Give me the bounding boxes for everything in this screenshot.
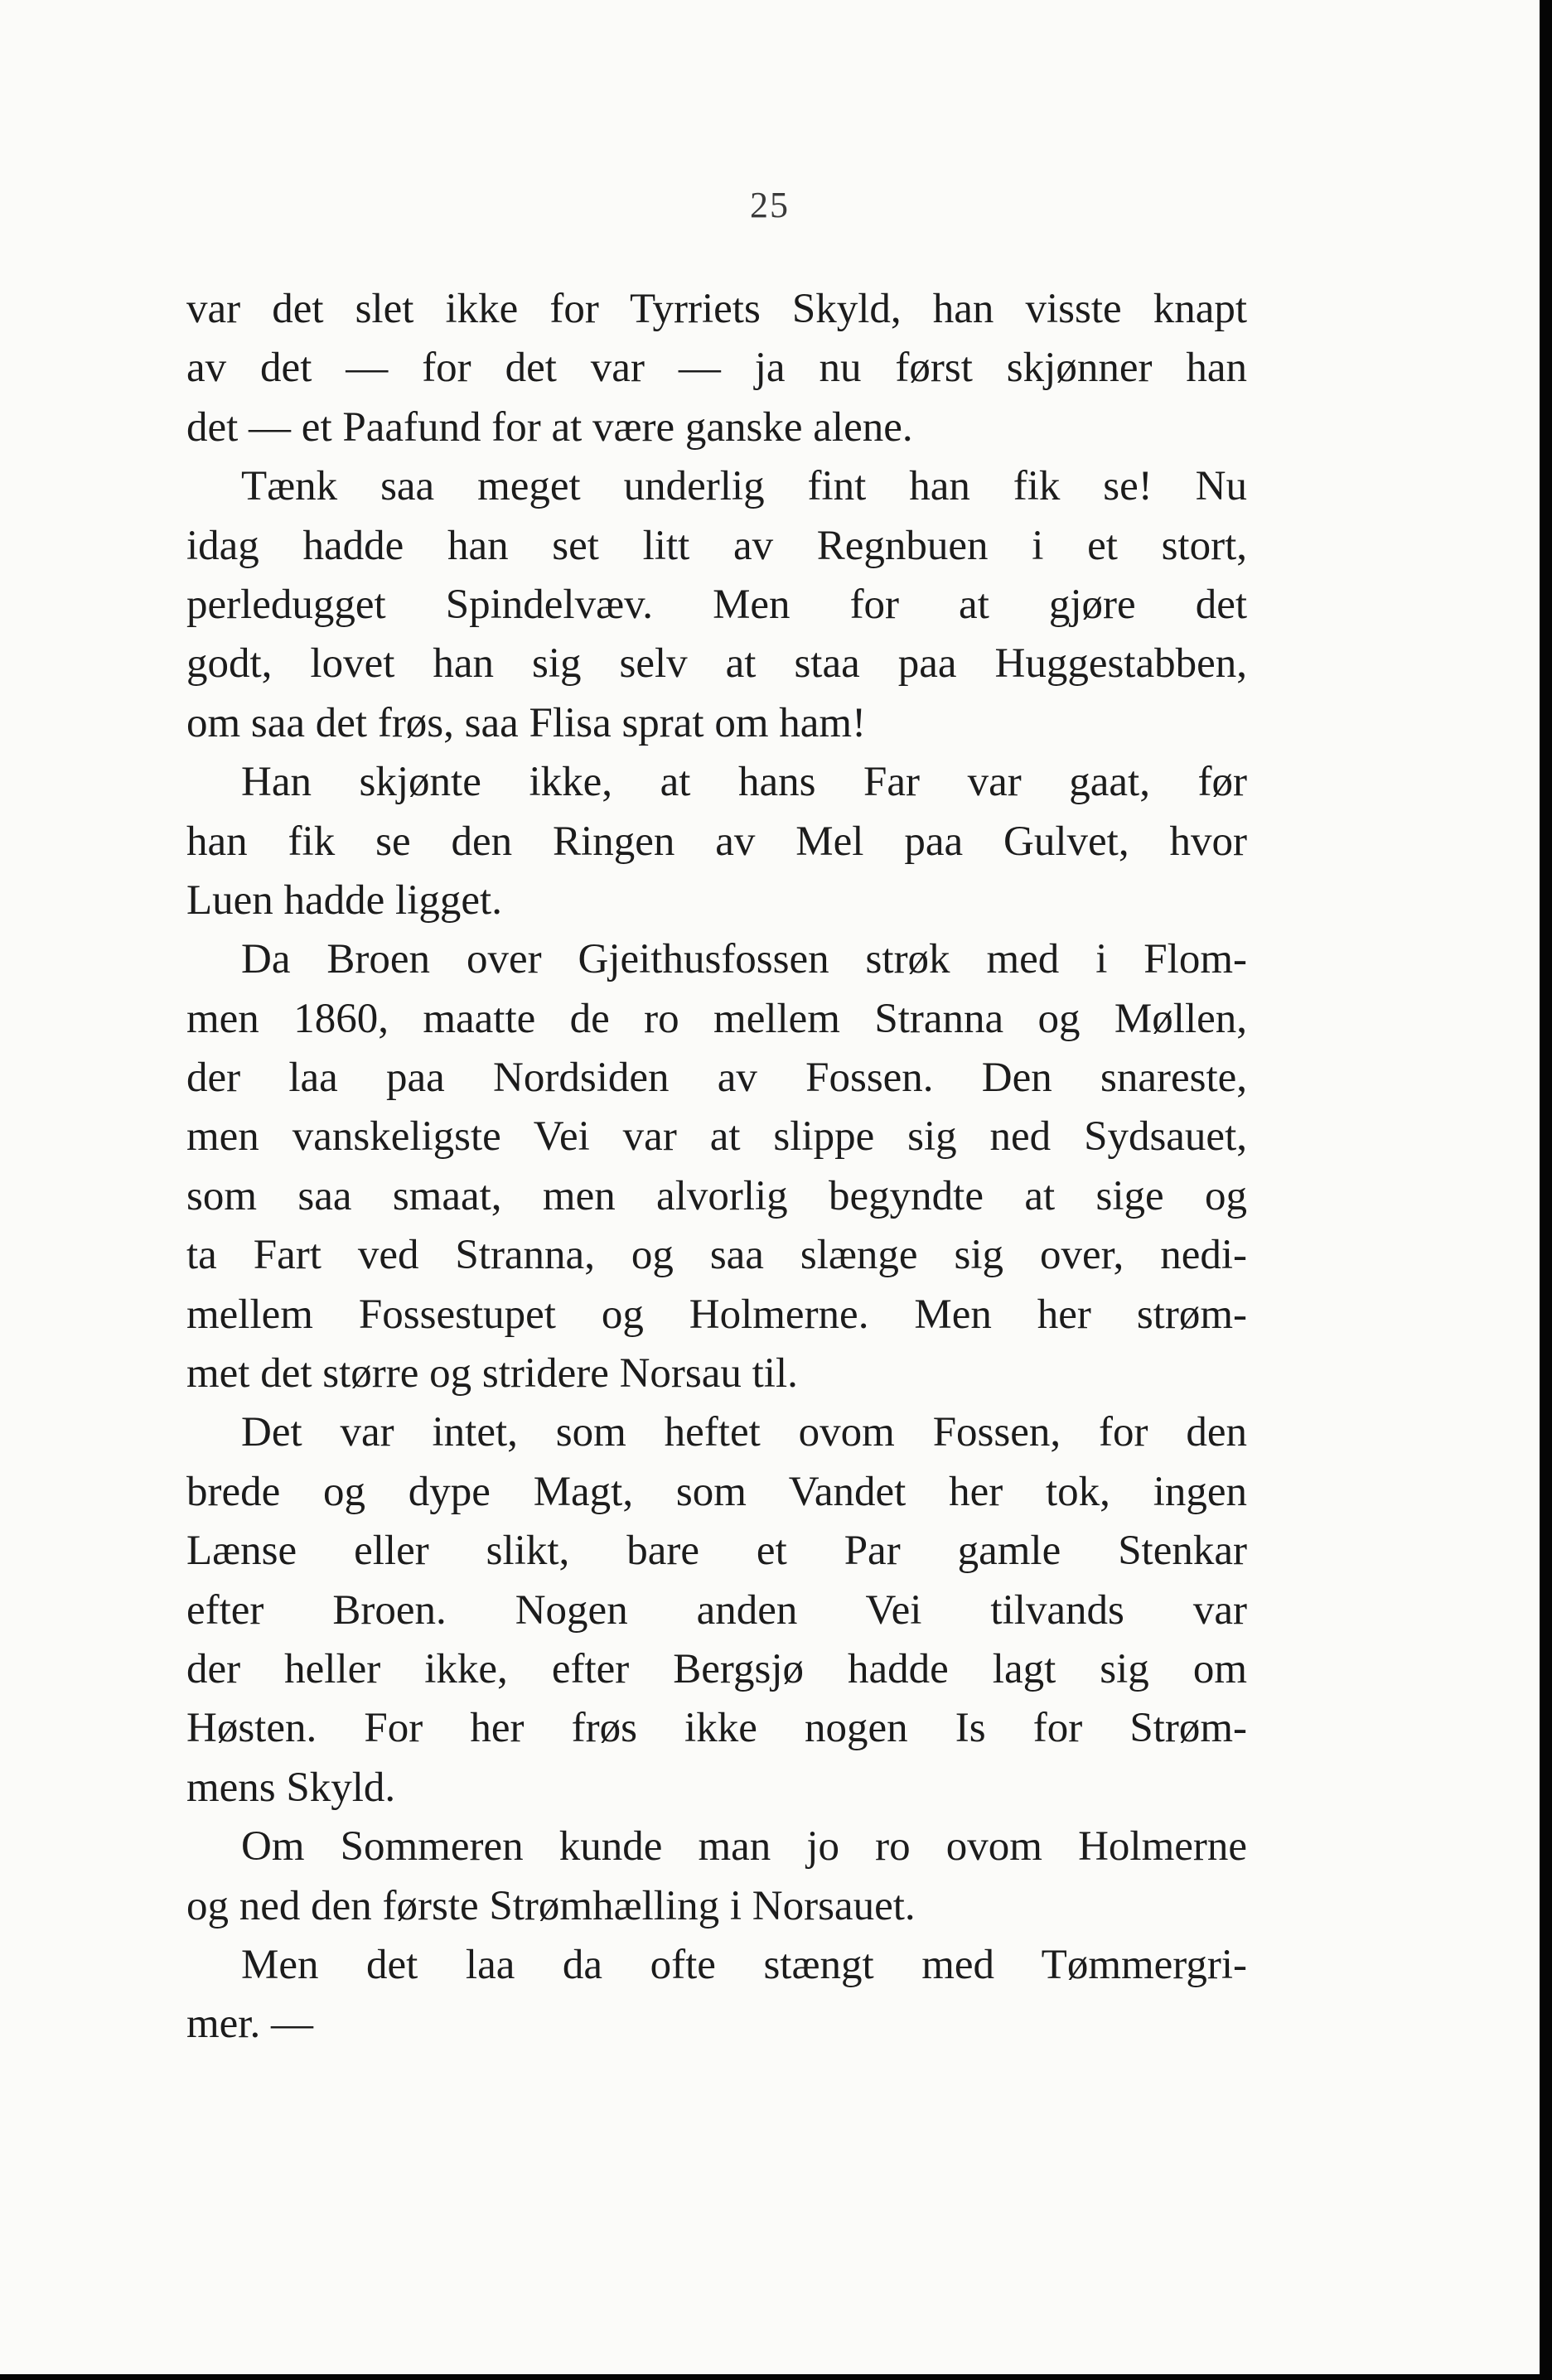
paragraph	[186, 280, 1247, 457]
text-line: av det — for det var — ja nu først skjønner han	[186, 345, 1247, 392]
text-line: som saa smaat, men alvorlig begyndte at sige og	[186, 1172, 1247, 1219]
paragraph	[186, 1936, 1247, 2054]
text-line: godt, lovet han sig selv at staa paa Huggestabben,	[186, 640, 1247, 688]
text-line: perledugget Spindelvæv. Men for at gjøre det	[186, 581, 1247, 628]
text-line: mellem Fossestupet og Holmerne. Men her strøm-	[186, 1291, 1247, 1338]
paragraph	[186, 1403, 1247, 1818]
text-line: han fik se den Ringen av Mel paa Gulvet, hvor	[186, 818, 1247, 865]
scan-edge-right	[1540, 0, 1552, 2380]
paragraph	[186, 1818, 1247, 1936]
text-line: Da Broen over Gjeithusfossen strøk med i Flom-	[241, 936, 1247, 983]
paragraph	[186, 457, 1247, 753]
text-line: ta Fart ved Stranna, og saa slænge sig over, nedi-	[186, 1232, 1247, 1279]
text-line: Om Sommeren kunde man jo ro ovom Holmerne	[241, 1823, 1247, 1871]
text-line: der laa paa Nordsiden av Fossen. Den snareste,	[186, 1055, 1247, 1102]
text-line: der heller ikke, efter Bergsjø hadde lagt sig om	[186, 1645, 1247, 1692]
text-line: met det større og stridere Norsau til.	[186, 1350, 798, 1398]
scan-edge-bottom	[0, 2374, 1552, 2380]
text-line: Han skjønte ikke, at hans Far var gaat, før	[241, 759, 1247, 806]
text-line: det — et Paafund for at være ganske alene.	[186, 403, 913, 451]
text-line: men 1860, maatte de ro mellem Stranna og Møllen,	[186, 995, 1247, 1042]
text-line: efter Broen. Nogen anden Vei tilvands var	[186, 1586, 1247, 1634]
text-line: var det slet ikke for Tyrriets Skyld, han visste knapt	[186, 286, 1247, 332]
text-line: Lænse eller slikt, bare et Par gamle Stenkar	[186, 1528, 1247, 1575]
text-line: men vanskeligste Vei var at slippe sig ned Sydsauet,	[186, 1113, 1247, 1161]
text-line: Tænk saa meget underlig fint han fik se! Nu	[241, 463, 1247, 510]
text-line: om saa det frøs, saa Flisa sprat om ham!	[186, 699, 867, 746]
body-text	[186, 280, 1247, 2054]
page-number: 25	[750, 185, 790, 225]
paragraph	[186, 930, 1247, 1403]
paragraph	[186, 753, 1247, 930]
text-line: Luen hadde ligget.	[186, 876, 502, 924]
text-line: Men det laa da ofte stængt med Tømmergri-	[241, 1941, 1247, 1988]
text-line: Det var intet, som heftet ovom Fossen, for den	[241, 1409, 1247, 1456]
text-line: mens Skyld.	[186, 1764, 396, 1811]
text-line: brede og dype Magt, som Vandet her tok, ingen	[186, 1468, 1247, 1515]
text-line: idag hadde han set litt av Regnbuen i et stort,	[186, 522, 1247, 569]
text-line: mer. —	[186, 2001, 313, 2048]
text-line: Høsten. For her frøs ikke nogen Is for Strøm-	[186, 1705, 1247, 1752]
text-line: og ned den første Strømhælling i Norsauet.	[186, 1882, 916, 1929]
